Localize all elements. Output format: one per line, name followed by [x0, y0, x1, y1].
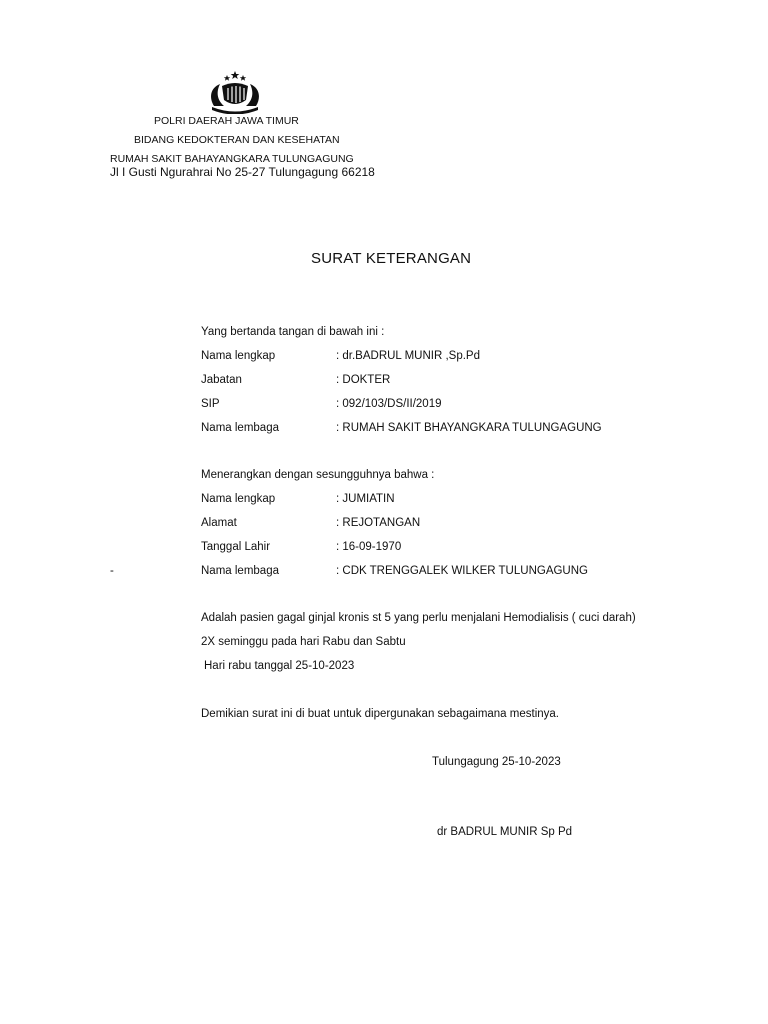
closing-statement: Demikian surat ini di buat untuk dipergunakan sebagaimana mestinya. — [201, 708, 559, 720]
patient-label-name: Nama lengkap — [201, 493, 276, 505]
header-line-hospital: RUMAH SAKIT BAHAYANGKARA TULUNGAGUNG — [110, 153, 354, 165]
patient-label-address: Alamat — [201, 517, 237, 529]
patient-value-name: : JUMIATIN — [336, 493, 395, 505]
signer-label-name: Nama lengkap — [201, 350, 276, 362]
patient-value-institution: : CDK TRENGGALEK WILKER TULUNGAGUNG — [336, 565, 588, 577]
patient-dash-marker: - — [110, 565, 114, 577]
body-line-diagnosis: Adalah pasien gagal ginjal kronis st 5 yang perlu menjalani Hemodialisis ( cuci darah) — [201, 612, 636, 624]
patient-intro: Menerangkan dengan sesungguhnya bahwa : — [201, 469, 435, 481]
patient-value-address: : REJOTANGAN — [336, 517, 421, 529]
signer-value-sip: : 092/103/DS/II/2019 — [336, 398, 442, 410]
signer-label-sip: SIP — [201, 398, 220, 410]
signer-name: dr BADRUL MUNIR Sp Pd — [437, 826, 573, 838]
signer-value-position: : DOKTER — [336, 374, 391, 386]
signer-label-institution: Nama lembaga — [201, 422, 279, 434]
patient-label-birthdate: Tanggal Lahir — [201, 541, 271, 553]
header-address: Jl I Gusti Ngurahrai No 25-27 Tulungagung 66218 — [110, 165, 375, 179]
polri-emblem-icon — [206, 70, 264, 114]
signer-value-institution: : RUMAH SAKIT BHAYANGKARA TULUNGAGUNG — [336, 422, 602, 434]
body-line-schedule: 2X seminggu pada hari Rabu dan Sabtu — [201, 636, 406, 648]
signer-intro: Yang bertanda tangan di bawah ini : — [201, 326, 385, 338]
header-line-polri: POLRI DAERAH JAWA TIMUR — [154, 115, 299, 127]
patient-value-birthdate: : 16-09-1970 — [336, 541, 402, 553]
header-line-bidang: BIDANG KEDOKTERAN DAN KESEHATAN — [134, 134, 340, 146]
patient-label-institution: Nama lembaga — [201, 565, 279, 577]
signer-value-name: : dr.BADRUL MUNIR ,Sp.Pd — [336, 350, 481, 362]
place-date: Tulungagung 25-10-2023 — [432, 756, 561, 768]
document-title: SURAT KETERANGAN — [311, 250, 472, 267]
body-line-date: Hari rabu tanggal 25-10-2023 — [204, 660, 355, 672]
signer-label-position: Jabatan — [201, 374, 242, 386]
